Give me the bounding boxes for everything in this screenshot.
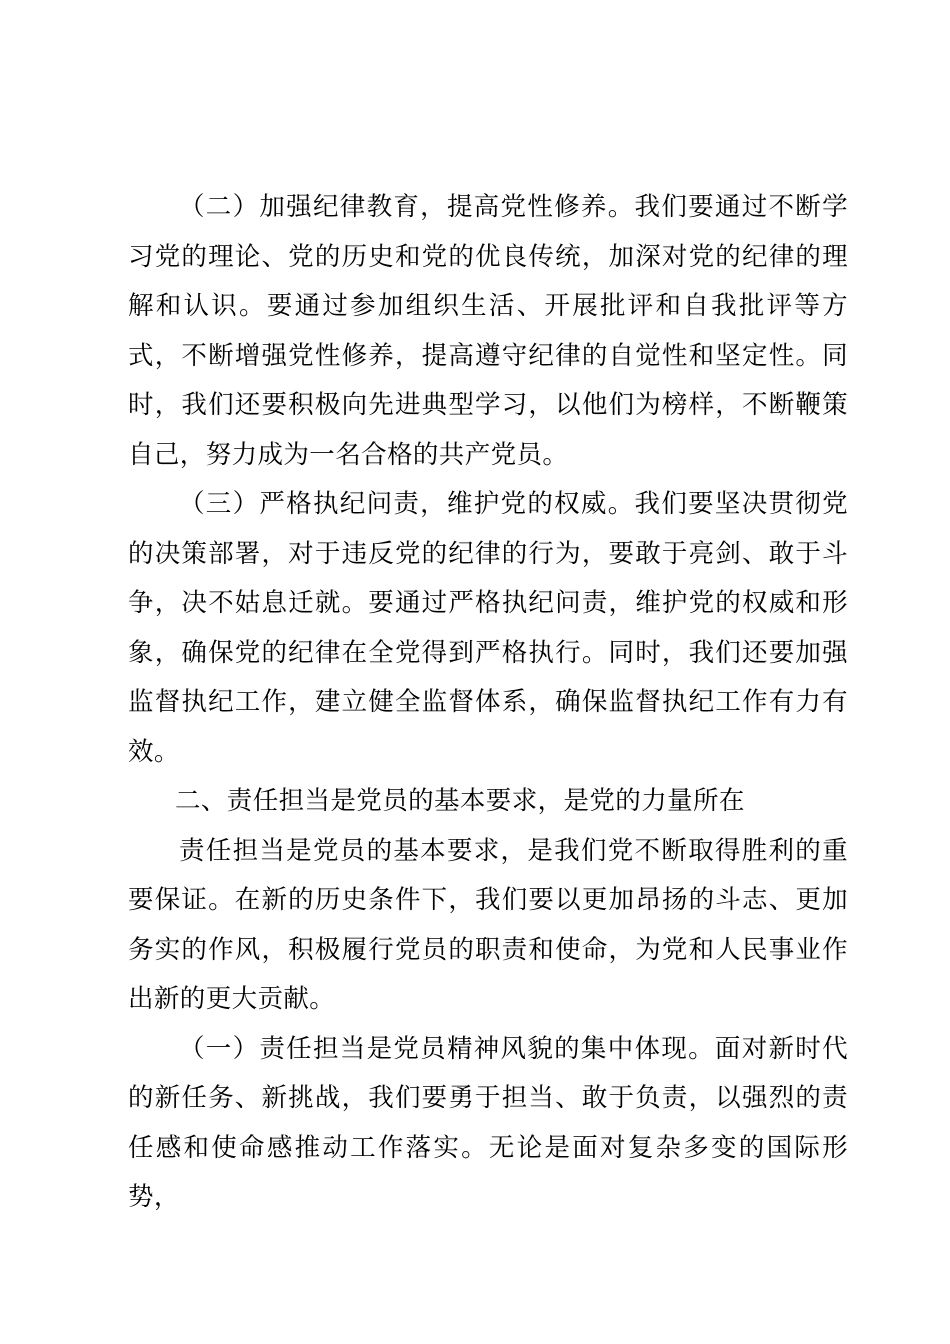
document-body xyxy=(128,183,848,1223)
section-heading-responsibility: 二、责任担当是党员的基本要求，是党的力量所在 xyxy=(175,786,745,816)
paragraph-discipline-education: （二）加强纪律教育，提高党性修养。我们要通过不断学习党的理论、党的历史和党的优良传统，加深对党的纪律的理解和认识。要通过参加组织生活、开展批评和自我批评等方式，不断增强党性修养，提高遵守纪律的自觉性和坚定性。同时，我们还要积极向先进典型学习，以他们为榜样，不断鞭策自己，努力成为一名合格的共产党员。 xyxy=(128,192,848,470)
paragraph-responsibility-spirit: （一）责任担当是党员精神风貌的集中体现。面对新时代的新任务、新挑战，我们要勇于担当、敢于负责，以强烈的责任感和使命感推动工作落实。无论是面对复杂多变的国际形势， xyxy=(128,1033,848,1212)
paragraph-strict-discipline: （三）严格执纪问责，维护党的权威。我们要坚决贯彻党的决策部署，对于违反党的纪律的行为，要敢于亮剑、敢于斗争，决不姑息迁就。要通过严格执纪问责，维护党的权威和形象，确保党的纪律在全党得到严格执行。同时，我们还要加强监督执纪工作，建立健全监督体系，确保监督执纪工作有力有效。 xyxy=(128,489,848,767)
paragraph-responsibility-intro: 责任担当是党员的基本要求，是我们党不断取得胜利的重要保证。在新的历史条件下，我们要以更加昂扬的斗志、更加务实的作风，积极履行党员的职责和使命，为党和人民事业作出新的更大贡献。 xyxy=(128,835,848,1014)
